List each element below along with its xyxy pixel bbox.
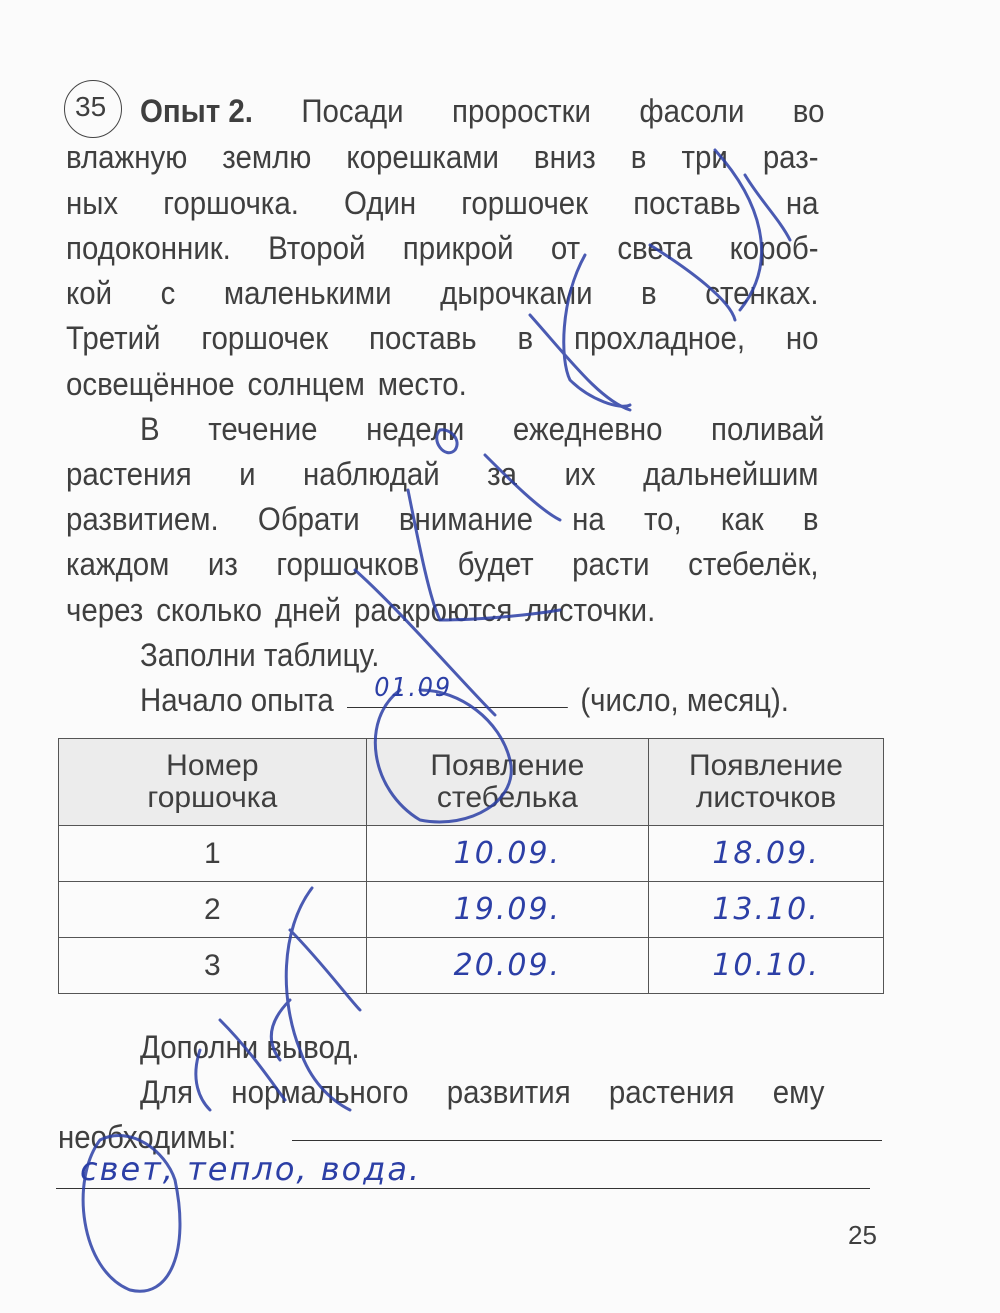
handwritten-value: 20.09.: [453, 948, 562, 983]
word: сколько: [156, 592, 262, 628]
table-row: [59, 882, 884, 938]
word: растения: [608, 1074, 735, 1110]
page-number: 25: [848, 1220, 877, 1250]
word: света: [617, 230, 693, 266]
header-leaves: Появление листочков: [649, 739, 884, 826]
exercise-title: Опыт 2.: [140, 93, 253, 129]
cell-leaves[interactable]: [649, 938, 884, 994]
word: Для: [140, 1074, 194, 1110]
handwritten-value: 18.09.: [712, 836, 820, 871]
handwritten-value: 10.09.: [453, 836, 562, 871]
word: необходимы:: [58, 1119, 237, 1155]
word: течение: [208, 411, 318, 447]
text-line: [66, 134, 819, 180]
text-line: [66, 270, 819, 316]
word: маленькими: [223, 275, 392, 311]
word: прикрой: [402, 230, 514, 266]
word: стебелёк,: [688, 546, 819, 582]
word: развитием.: [66, 501, 219, 537]
word: в: [802, 501, 819, 537]
word: Посади: [301, 93, 404, 129]
word: вниз: [533, 139, 596, 175]
word: горшочек: [201, 320, 329, 356]
cell-pot: 1: [59, 826, 367, 882]
cell-stem[interactable]: [366, 938, 648, 994]
word: но: [785, 320, 819, 356]
word: из: [207, 546, 238, 582]
start-date-value: 01.09: [374, 673, 452, 703]
word: проростки: [452, 93, 591, 129]
word: кой: [66, 275, 113, 311]
text-line: [66, 225, 819, 271]
word: раз-: [762, 139, 819, 175]
header-pot-number: Номер горшочка: [59, 739, 367, 826]
word: будет: [457, 546, 534, 582]
cell-pot: 3: [59, 938, 367, 994]
word: в: [630, 139, 647, 175]
word: раскроются: [353, 592, 513, 628]
cell-pot: 2: [59, 882, 367, 938]
word: дальнейшим: [643, 456, 819, 492]
header-stem: Появление стебелька: [366, 739, 648, 826]
cell-leaves[interactable]: [649, 882, 884, 938]
table-row: [59, 826, 884, 882]
word: как: [720, 501, 764, 537]
word: недели: [366, 411, 465, 447]
word: ежедневно: [512, 411, 663, 447]
word: поставь: [633, 185, 741, 221]
word: листочки.: [525, 592, 656, 628]
cell-leaves[interactable]: [649, 826, 884, 882]
handwritten-value: 10.10.: [712, 948, 820, 983]
start-date-hint: (число, месяц).: [580, 682, 789, 718]
word: влажную: [66, 139, 188, 175]
text-line: [66, 541, 819, 587]
word: Один: [344, 185, 417, 221]
start-date-label: Начало опыта: [140, 682, 334, 718]
word: горшочка.: [163, 185, 299, 221]
word: то,: [643, 501, 682, 537]
word: ных: [66, 185, 119, 221]
word: дырочками: [440, 275, 593, 311]
conclusion-instruction: [140, 1024, 824, 1070]
word: стенках.: [705, 275, 819, 311]
instruction-text: Дополни вывод.: [140, 1029, 360, 1065]
text-line: [66, 180, 819, 226]
handwritten-value: 13.10.: [712, 892, 820, 927]
word: В: [140, 411, 160, 447]
word: место.: [377, 366, 467, 402]
table-header-row: [59, 739, 884, 826]
word: с: [160, 275, 176, 311]
answer-line[interactable]: [292, 1140, 882, 1141]
word: освещённое: [66, 366, 235, 402]
word: нормального: [231, 1074, 409, 1110]
word: горшочков: [276, 546, 420, 582]
word: солнцем: [247, 366, 365, 402]
table-row: [59, 938, 884, 994]
word: каждом: [66, 546, 170, 582]
handwritten-value: 19.09.: [453, 892, 562, 927]
word: на: [572, 501, 605, 537]
word: ему: [772, 1074, 825, 1110]
word: землю: [222, 139, 312, 175]
text-line: [66, 315, 819, 361]
word: растения: [66, 456, 192, 492]
text-line: [140, 406, 824, 452]
word: от: [550, 230, 581, 266]
word: во: [792, 93, 825, 129]
word: на: [785, 185, 819, 221]
text-line: [140, 88, 824, 134]
word: развития: [446, 1074, 571, 1110]
fill-table-instruction: [140, 632, 824, 678]
word: их: [564, 456, 596, 492]
word: горшочек: [461, 185, 589, 221]
word: подоконник.: [66, 230, 231, 266]
word: корешками: [346, 139, 499, 175]
word: наблюдай: [302, 456, 440, 492]
word: за: [487, 456, 518, 492]
word: Обрати: [257, 501, 360, 537]
instruction-text: Заполни таблицу.: [140, 637, 380, 673]
word: Второй: [268, 230, 366, 266]
text-line: [66, 361, 819, 407]
observation-table: [58, 738, 884, 994]
word: Третий: [66, 320, 161, 356]
word: через: [66, 592, 144, 628]
answer-line[interactable]: [56, 1188, 870, 1189]
word: в: [517, 320, 534, 356]
word: дней: [274, 592, 342, 628]
word: прохладное,: [574, 320, 746, 356]
start-date-row: [140, 673, 824, 723]
text-line: [140, 1069, 824, 1115]
word: и: [239, 456, 256, 492]
cell-stem[interactable]: [366, 826, 648, 882]
word: фасоли: [639, 93, 745, 129]
cell-stem[interactable]: [366, 882, 648, 938]
word: в: [641, 275, 657, 311]
text-line: [66, 496, 819, 542]
word: поставь: [369, 320, 477, 356]
start-date-field[interactable]: [347, 673, 568, 708]
word: внимание: [398, 501, 533, 537]
answer-handwritten: свет, тепло, вода.: [80, 1150, 422, 1188]
exercise-number-badge: 35: [64, 80, 122, 138]
word: короб-: [729, 230, 819, 266]
word: расти: [572, 546, 650, 582]
text-line: [66, 587, 819, 633]
word: поливай: [711, 411, 825, 447]
text-line: [66, 451, 819, 497]
word: три: [681, 139, 728, 175]
